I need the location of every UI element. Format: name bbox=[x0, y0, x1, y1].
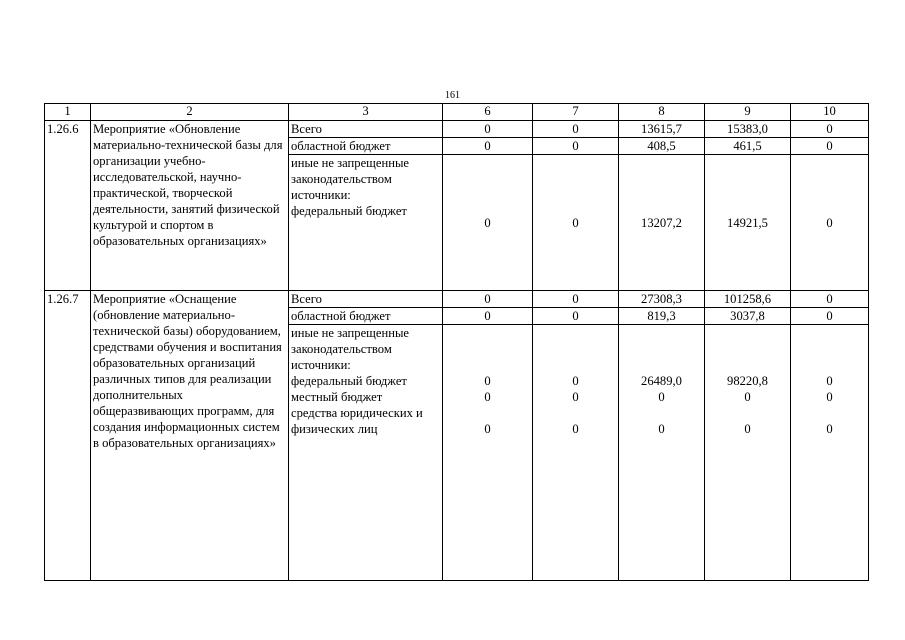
value-cell: 0 bbox=[443, 291, 533, 308]
value-cell: 461,5 bbox=[705, 138, 791, 155]
value-cell: 14921,5 bbox=[705, 155, 791, 291]
header-cell: 8 bbox=[619, 104, 705, 121]
source-text: иные не запрещенные законодательством источники: федеральный бюджет местный бюджет средства юридических и физических лиц bbox=[291, 326, 423, 436]
value-cell bbox=[443, 325, 533, 581]
header-cell: 3 bbox=[289, 104, 443, 121]
source-label: Всего bbox=[289, 291, 443, 308]
value-cell: 819,3 bbox=[619, 308, 705, 325]
value-cell: 15383,0 bbox=[705, 121, 791, 138]
value-cell: 0 bbox=[533, 291, 619, 308]
value-cell: 0 bbox=[533, 138, 619, 155]
row-title: Мероприятие «Оснащение (обновление материально-технической базы) оборудованием, средствами обучения и воспитания образовательных организаций различных типов для реализации дополнительных общеразвивающих программ, для создания информационных систем в образовательных организациях» bbox=[91, 291, 289, 581]
row-id: 1.26.6 bbox=[45, 121, 91, 291]
header-cell: 2 bbox=[91, 104, 289, 121]
value-cell: 101258,6 bbox=[705, 291, 791, 308]
value-cell: 0 bbox=[443, 155, 533, 291]
value-text: 26489,0 0 0 bbox=[641, 374, 682, 436]
budget-table bbox=[44, 103, 869, 581]
header-cell: 9 bbox=[705, 104, 791, 121]
value-cell: 0 bbox=[443, 121, 533, 138]
value-cell: 13615,7 bbox=[619, 121, 705, 138]
value-cell: 408,5 bbox=[619, 138, 705, 155]
value-cell: 0 bbox=[791, 308, 869, 325]
value-cell: 13207,2 bbox=[619, 155, 705, 291]
value-cell: 0 bbox=[791, 121, 869, 138]
source-label: областной бюджет bbox=[289, 308, 443, 325]
value-cell: 0 bbox=[791, 138, 869, 155]
header-cell: 1 bbox=[45, 104, 91, 121]
header-cell: 10 bbox=[791, 104, 869, 121]
table-row bbox=[45, 291, 869, 308]
value-text: 0 0 0 bbox=[484, 374, 491, 436]
value-cell bbox=[705, 325, 791, 581]
value-cell: 0 bbox=[443, 138, 533, 155]
value-cell: 0 bbox=[791, 291, 869, 308]
row-id: 1.26.7 bbox=[45, 291, 91, 581]
value-cell: 0 bbox=[533, 155, 619, 291]
header-row bbox=[45, 104, 869, 121]
value-cell bbox=[619, 325, 705, 581]
value-cell: 0 bbox=[533, 308, 619, 325]
source-label: Всего bbox=[289, 121, 443, 138]
source-text: иные не запрещенные законодательством источники: федеральный бюджет bbox=[291, 156, 409, 218]
header-cell: 6 bbox=[443, 104, 533, 121]
source-label bbox=[289, 325, 443, 581]
source-label bbox=[289, 155, 443, 291]
source-label: областной бюджет bbox=[289, 138, 443, 155]
header-cell: 7 bbox=[533, 104, 619, 121]
value-cell: 27308,3 bbox=[619, 291, 705, 308]
value-cell bbox=[533, 325, 619, 581]
table-row bbox=[45, 121, 869, 138]
value-cell: 0 bbox=[533, 121, 619, 138]
value-text: 98220,8 0 0 bbox=[727, 374, 768, 436]
value-text: 0 0 0 bbox=[572, 374, 579, 436]
row-title: Мероприятие «Обновление материально-технической базы для организации учебно-исследовательской, научно-практической, творческой деятельности, занятий физической культурой и спортом в образовательных организациях» bbox=[91, 121, 289, 291]
value-text: 0 0 0 bbox=[826, 374, 833, 436]
value-cell: 3037,8 bbox=[705, 308, 791, 325]
value-cell: 0 bbox=[791, 155, 869, 291]
value-cell bbox=[791, 325, 869, 581]
value-cell: 0 bbox=[443, 308, 533, 325]
page-number: 161 bbox=[445, 90, 460, 101]
